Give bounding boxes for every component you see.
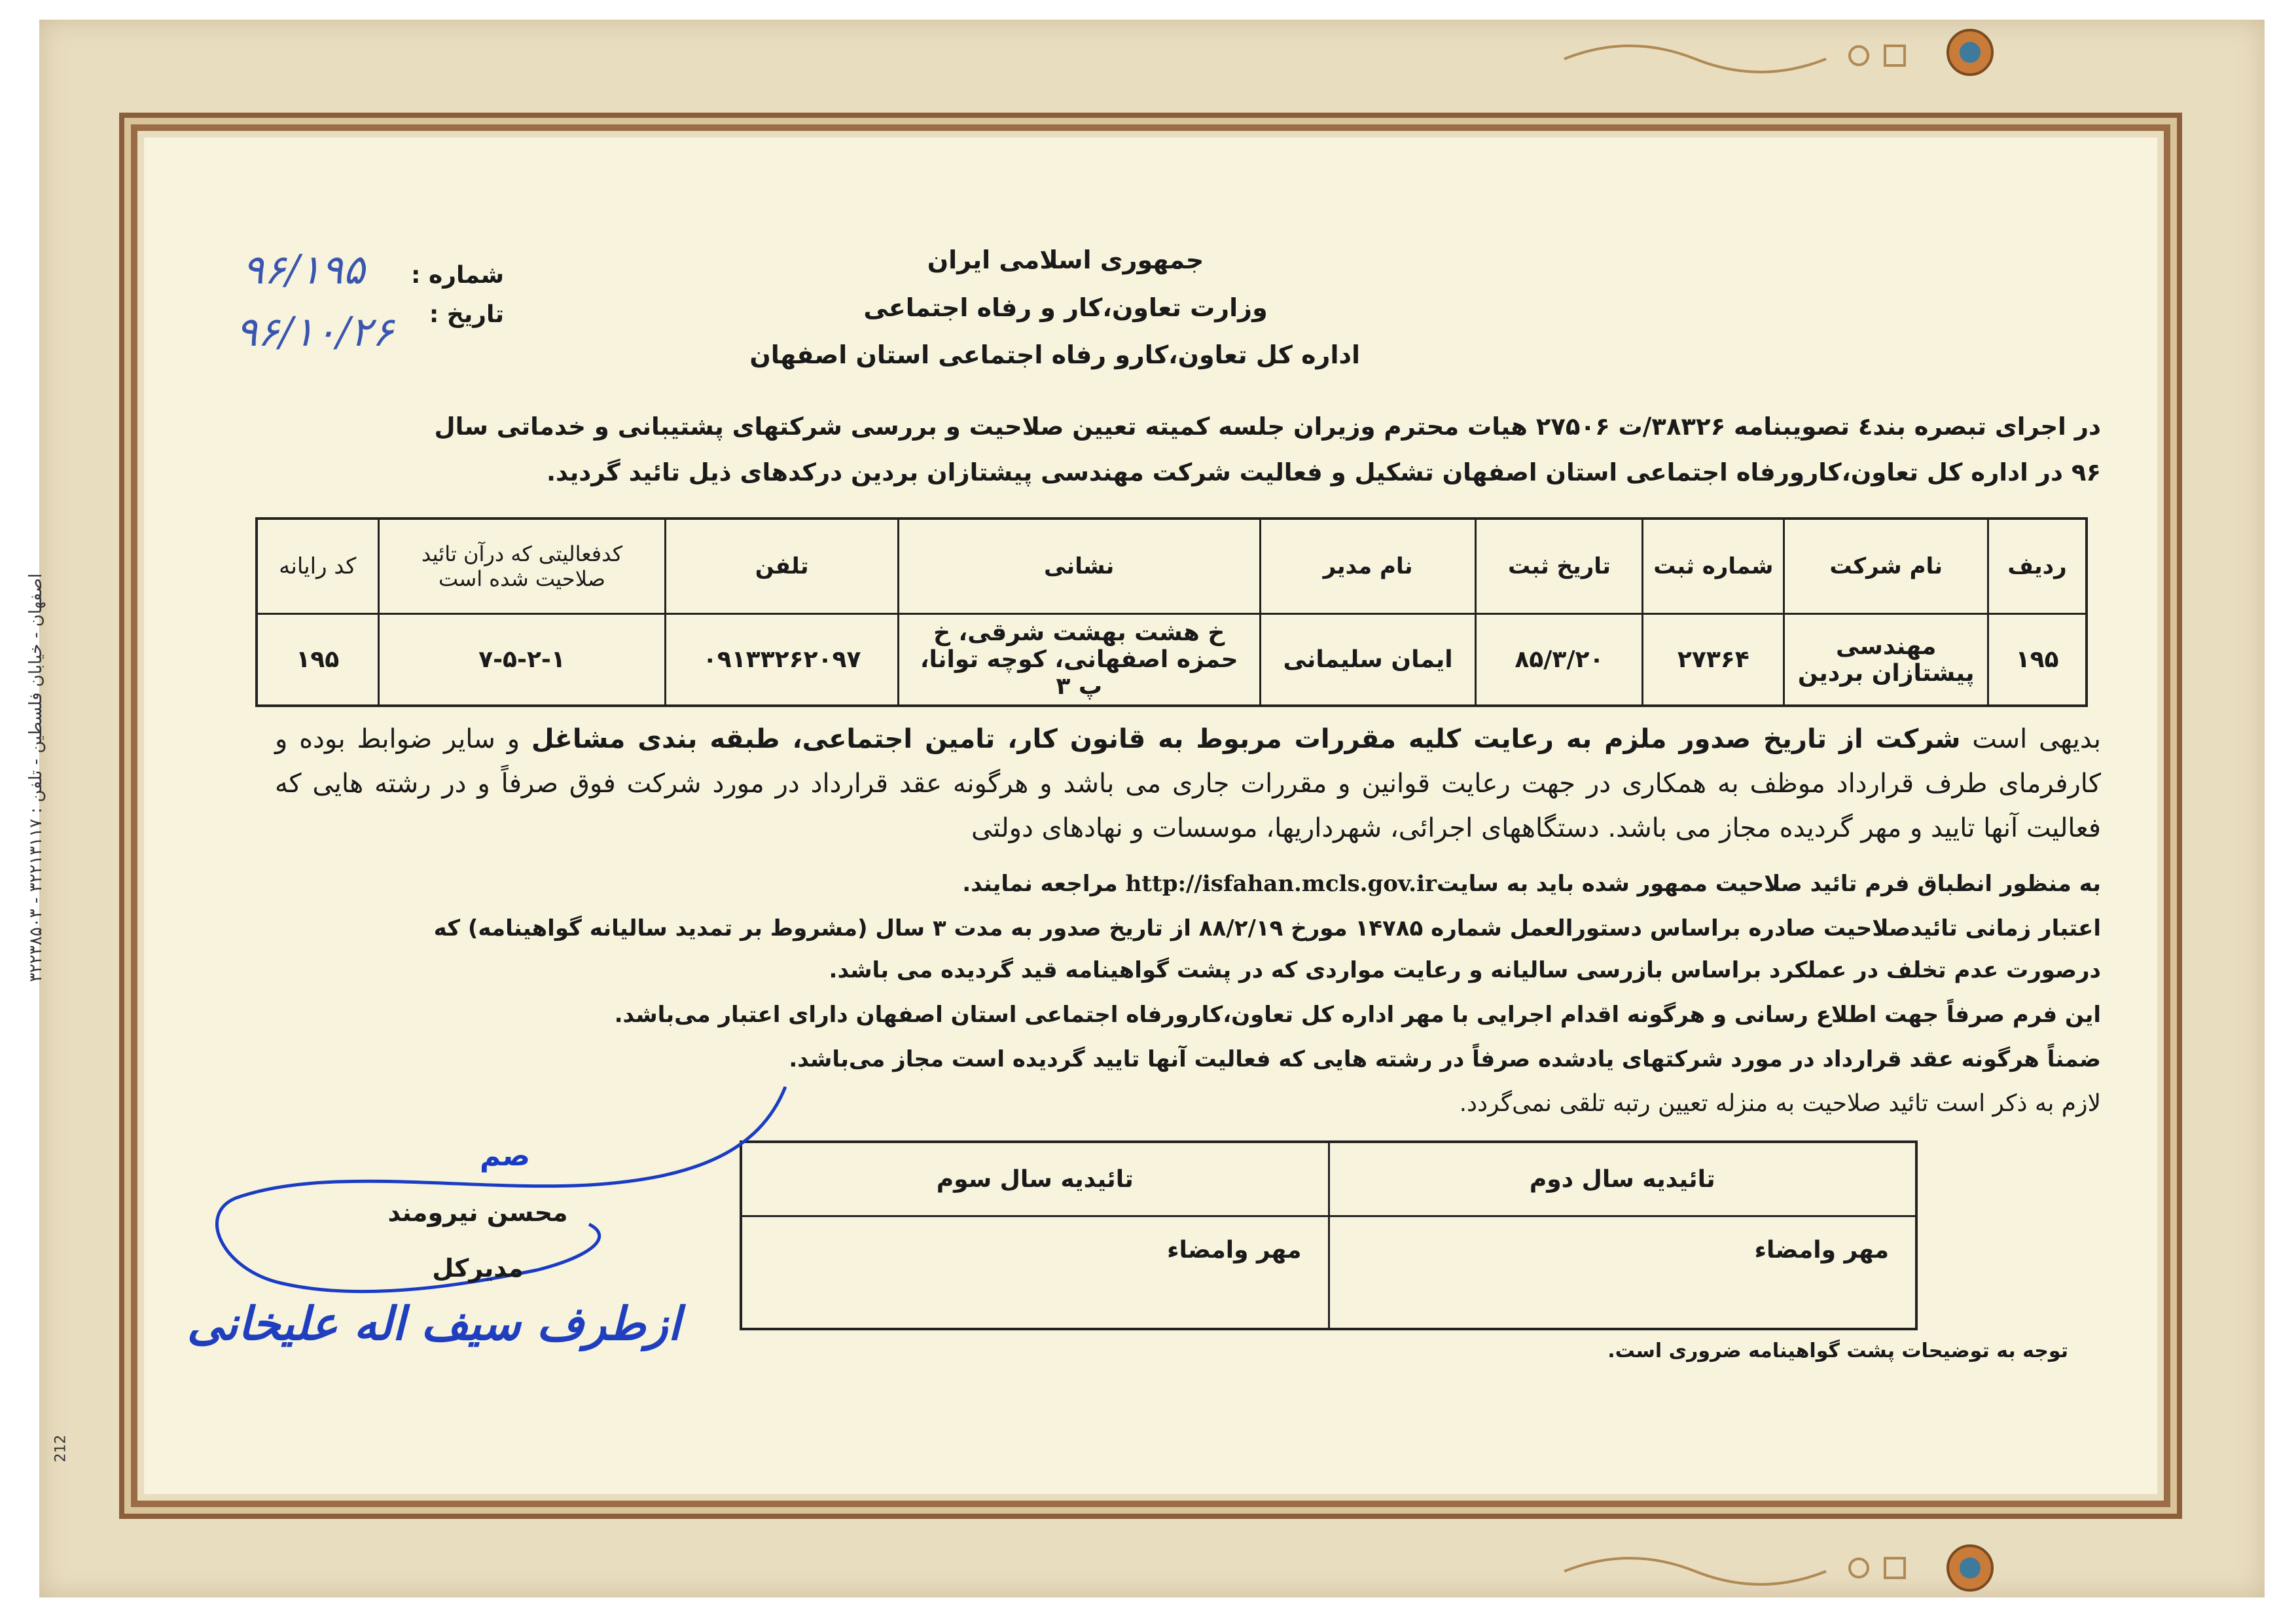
table-row <box>257 614 2087 706</box>
obligations-text-bold: شرکت از تاریخ صدور ملزم به رعایت کلیه مقررات مربوط به قانون کار، تامین اجتماعی، طبقه بندی مشاغل <box>531 724 1961 754</box>
approval-year2-header: تائیدیه سال دوم <box>1329 1142 1916 1216</box>
signer-name: محسن نیرومند <box>387 1198 568 1227</box>
signer-title: مدیرکل <box>432 1254 524 1283</box>
header-registration-date: تاریخ ثبت <box>1476 519 1643 614</box>
date-label: تاریخ : <box>429 301 504 328</box>
header-phone: تلفن <box>666 519 898 614</box>
cell-phone: ۰۹۱۳۳۲۶۲۰۹۷ <box>666 614 898 706</box>
form-validity-line: این فرم صرفاً جهت اطلاع رسانی و هرگونه اقدام اجرایی با مهر اداره کل تعاون،کارورفاه اجتماعی استان اصفهان دارای اعتبار می‌باشد. <box>614 1002 2101 1028</box>
approval-year2-sign: مهر وامضاء <box>1329 1216 1916 1330</box>
header-country: جمهوری اسلامی ایران <box>927 246 1204 274</box>
header-manager-name: نام مدیر <box>1260 519 1476 614</box>
signature-initial: صم <box>479 1139 530 1173</box>
header-row-number: ردیف <box>1988 519 2087 614</box>
validity-line-2: درصورت عدم تخلف در عملکرد براساس بازرسی سالیانه و رعایت مواردی که در پشت گواهینامه قید گردیده می باشد. <box>829 957 2101 983</box>
table-header-row <box>257 519 2087 614</box>
ornament-bottom-icon <box>1551 1539 2022 1597</box>
date-value: ۹۶/۱۰/۲۶ <box>236 308 394 356</box>
ranking-note-line: لازم به ذکر است تائید صلاحیت به منزله تعیین رتبه تلقی نمی‌گردد. <box>1459 1090 2101 1117</box>
intro-line-2: ۹۶ در اداره کل تعاون،کارورفاه اجتماعی استان اصفهان تشکیل و فعالیت شرکت مهندسی پیشتازان بردین درکدهای ذیل تائید گردید. <box>546 458 2101 486</box>
cell-computer-code: ۱۹۵ <box>257 614 378 706</box>
footer-note: توجه به توضیحات پشت گواهینامه ضروری است. <box>1607 1340 2068 1362</box>
annual-approval-table <box>740 1140 1918 1330</box>
ornament-top-icon <box>1551 20 2022 79</box>
cell-registration-number: ۲۷۳۶۴ <box>1643 614 1784 706</box>
obligations-text-start: بدیهی است <box>1960 724 2102 754</box>
page-number: 212 <box>52 1434 69 1463</box>
header-address: نشانی <box>898 519 1260 614</box>
cell-row-number: ۱۹۵ <box>1988 614 2087 706</box>
header-activity-code: کدفعالیتی که درآن تائید صلاحیت شده است <box>378 519 666 614</box>
obligations-text-end: و سایر ضوابط بوده و کارفرمای طرف قرارداد موظف به همکاری در جهت رعایت قوانین و مقررات جاری می باشد و هرگونه عقد قرارداد در مورد شرکت فوق صرفاً و در رشته هایی که فعالیت آنها تایید و مهر گردیده مجاز می باشد. دستگاههای اجرائی، شهرداریها، موسسات و نهادهای دولتی <box>275 724 2101 843</box>
approval-year3-sign: مهر وامضاء <box>741 1216 1329 1330</box>
website-line <box>903 871 2101 897</box>
on-behalf-stamp: ازطرف سیف اله علیخانی <box>187 1296 681 1351</box>
cell-manager-name: ایمان سلیمانی <box>1260 614 1476 706</box>
cell-activity-code: ۷-۵-۲-۱ <box>378 614 666 706</box>
number-label: شماره : <box>411 262 504 289</box>
approval-sign-row <box>741 1216 1916 1330</box>
header-company-name: نام شرکت <box>1784 519 1988 614</box>
header-computer-code: کد رایانه <box>257 519 378 614</box>
approval-header-row <box>741 1142 1916 1216</box>
qualification-table <box>255 517 2088 707</box>
intro-line-1: در اجرای تبصره بند٤ تصویبنامه ۳۸۳۲۶/ت ۲۷۵۰۶ هیات محترم وزیران جلسه کمیته تعیین صلاحیت و بررسی شرکتهای پشتیبانی و خدماتی سال <box>434 412 2101 441</box>
website-line-pre: به منظور انطباق فرم تائید صلاحیت ممهور شده باید به سایت <box>1436 871 2101 897</box>
website-line-post: مراجعه نمایند. <box>962 871 1126 897</box>
header-ministry: وزارت تعاون،کار و رفاه اجتماعی <box>863 293 1268 322</box>
cell-company-name: مهندسی پیشتازان بردین <box>1784 614 1988 706</box>
cell-registration-date: ۸۵/۳/۲۰ <box>1476 614 1643 706</box>
website-link[interactable]: http://isfahan.mcls.gov.ir <box>1125 871 1437 897</box>
number-value: ۹۶/۱۹۵ <box>242 246 365 293</box>
obligations-paragraph <box>275 717 2101 850</box>
validity-line-1: اعتبار زمانی تائیدصلاحیت صادره براساس دستورالعمل شماره ۱۴۷۸۵ مورخ ۸۸/۲/۱۹ از تاریخ صدور به مدت ۳ سال (مشروط بر تمدید سالیانه گواهینامه) که <box>433 915 2101 941</box>
cell-address: خ هشت بهشت شرقی، خ حمزه اصفهانی، کوچه توانا، پ ۳ <box>898 614 1260 706</box>
contract-line: ضمناً هرگونه عقد قرارداد در مورد شرکتهای یادشده صرفاً در رشته هایی که فعالیت آنها تایید گردیده است مجاز می‌باشد. <box>789 1046 2101 1072</box>
header-registration-number: شماره ثبت <box>1643 519 1784 614</box>
side-address-text: اصفهان - خیابان فلسطین - تلفن : ۳۲۲۱۳۱۱۷ - ۳۲۲۳۸۵۰۳ <box>26 573 46 982</box>
header-office: اداره کل تعاون،کارو رفاه اجتماعی استان اصفهان <box>749 340 1360 369</box>
approval-year3-header: تائیدیه سال سوم <box>741 1142 1329 1216</box>
